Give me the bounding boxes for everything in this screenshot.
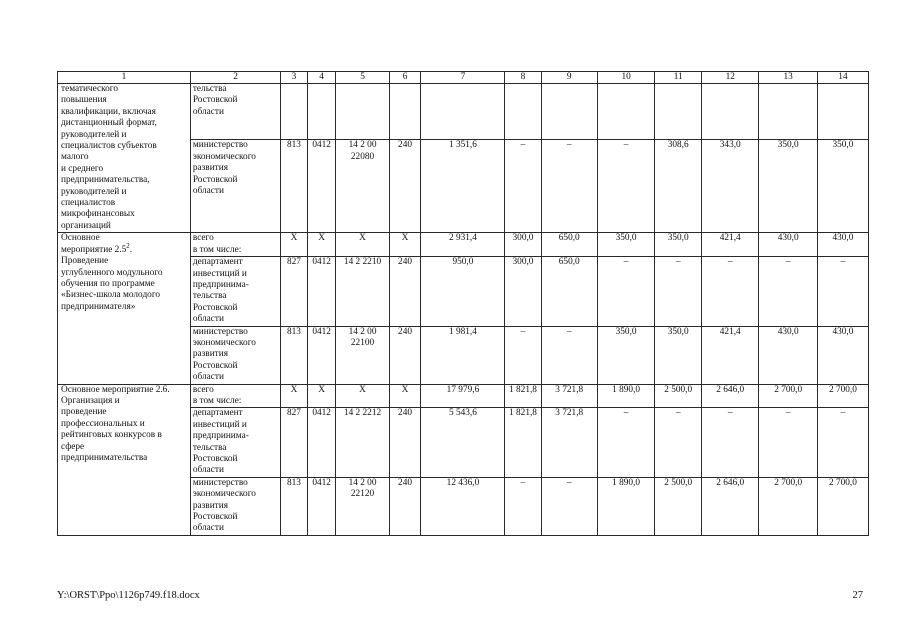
value-cell: – xyxy=(655,408,702,477)
table-row xyxy=(58,84,869,140)
value-cell: 14 2 00 22120 xyxy=(336,477,389,535)
value-cell: 0412 xyxy=(307,326,336,384)
value-cell: Х xyxy=(336,384,389,408)
value-cell: 350,0 xyxy=(597,326,654,384)
value-cell: 421,4 xyxy=(702,326,759,384)
column-number-cell: 7 xyxy=(421,72,505,84)
value-cell: 350,0 xyxy=(759,140,817,233)
value-cell: 5 543,6 xyxy=(421,408,505,477)
value-cell xyxy=(421,84,505,140)
value-cell: Х xyxy=(281,233,308,257)
value-cell: 300,0 xyxy=(505,257,541,326)
value-cell: 2 700,0 xyxy=(817,384,868,408)
column-number-cell: 11 xyxy=(655,72,702,84)
value-cell: 813 xyxy=(281,477,308,535)
value-cell xyxy=(597,84,654,140)
value-cell: 300,0 xyxy=(505,233,541,257)
executor-cell: департамент инвестиций и предпринима- тельства Ростовской области xyxy=(190,408,280,477)
value-cell: 2 500,0 xyxy=(655,477,702,535)
value-cell: 350,0 xyxy=(655,233,702,257)
value-cell: – xyxy=(817,408,868,477)
executor-cell: министерство экономического развития Ростовской области xyxy=(190,477,280,535)
value-cell: 240 xyxy=(389,408,421,477)
column-number-cell: 10 xyxy=(597,72,654,84)
value-cell: 240 xyxy=(389,257,421,326)
value-cell: 0412 xyxy=(307,408,336,477)
value-cell: – xyxy=(597,257,654,326)
activity-title-cell: Основное мероприятие $2.5^2$. Проведение углубленного модульного обучения по программе «Бизнес-школа молодого предпринимателя» xyxy=(58,233,191,384)
value-cell: 2 500,0 xyxy=(655,384,702,408)
value-cell: Х xyxy=(307,384,336,408)
value-cell: – xyxy=(817,257,868,326)
column-number-cell: 12 xyxy=(702,72,759,84)
value-cell: – xyxy=(505,326,541,384)
value-cell: 650,0 xyxy=(541,257,597,326)
table-row xyxy=(58,233,869,257)
value-cell: – xyxy=(702,408,759,477)
value-cell: – xyxy=(541,477,597,535)
column-number-cell: 5 xyxy=(336,72,389,84)
value-cell: 350,0 xyxy=(597,233,654,257)
column-number-cell: 6 xyxy=(389,72,421,84)
executor-cell: тельства Ростовской области xyxy=(190,84,280,140)
value-cell: 1 821,8 xyxy=(505,384,541,408)
value-cell: 0412 xyxy=(307,140,336,233)
value-cell: – xyxy=(597,408,654,477)
column-number-cell: 14 xyxy=(817,72,868,84)
value-cell: 813 xyxy=(281,140,308,233)
value-cell: – xyxy=(759,257,817,326)
value-cell: 2 700,0 xyxy=(817,477,868,535)
value-cell: 14 2 00 22100 xyxy=(336,326,389,384)
value-cell: – xyxy=(597,140,654,233)
value-cell: 1 890,0 xyxy=(597,477,654,535)
value-cell: 1 351,6 xyxy=(421,140,505,233)
value-cell: 827 xyxy=(281,408,308,477)
value-cell: 14 2 2210 xyxy=(336,257,389,326)
value-cell: – xyxy=(655,257,702,326)
value-cell: 14 2 00 22080 xyxy=(336,140,389,233)
value-cell: 2 646,0 xyxy=(702,477,759,535)
value-cell: 430,0 xyxy=(817,326,868,384)
value-cell: Х xyxy=(389,384,421,408)
column-number-cell: 4 xyxy=(307,72,336,84)
value-cell: 3 721,8 xyxy=(541,384,597,408)
column-number-cell: 9 xyxy=(541,72,597,84)
value-cell: 343,0 xyxy=(702,140,759,233)
executor-cell: всего в том числе: xyxy=(190,233,280,257)
value-cell xyxy=(655,84,702,140)
value-cell: 2 931,4 xyxy=(421,233,505,257)
value-cell: Х xyxy=(336,233,389,257)
budget-table xyxy=(57,71,869,536)
value-cell: 1 981,4 xyxy=(421,326,505,384)
column-number-row xyxy=(58,72,869,84)
value-cell: 350,0 xyxy=(655,326,702,384)
value-cell: 430,0 xyxy=(817,233,868,257)
value-cell: – xyxy=(541,326,597,384)
value-cell: 813 xyxy=(281,326,308,384)
value-cell: 2 646,0 xyxy=(702,384,759,408)
value-cell: 240 xyxy=(389,477,421,535)
value-cell: 0412 xyxy=(307,257,336,326)
value-cell: Х xyxy=(307,233,336,257)
value-cell: 0412 xyxy=(307,477,336,535)
file-path: Y:\ORST\Ppo\1126p749.f18.docx xyxy=(57,590,200,601)
value-cell: 240 xyxy=(389,140,421,233)
value-cell xyxy=(702,84,759,140)
value-cell: 430,0 xyxy=(759,326,817,384)
executor-cell: министерство экономического развития Ростовской области xyxy=(190,326,280,384)
value-cell xyxy=(759,84,817,140)
value-cell: 650,0 xyxy=(541,233,597,257)
value-cell xyxy=(281,84,308,140)
value-cell xyxy=(505,84,541,140)
value-cell: Х xyxy=(281,384,308,408)
value-cell xyxy=(336,84,389,140)
value-cell: 3 721,8 xyxy=(541,408,597,477)
value-cell: – xyxy=(505,477,541,535)
value-cell: 17 979,6 xyxy=(421,384,505,408)
value-cell xyxy=(307,84,336,140)
value-cell: 1 821,8 xyxy=(505,408,541,477)
value-cell: – xyxy=(505,140,541,233)
value-cell: 12 436,0 xyxy=(421,477,505,535)
column-number-cell: 1 xyxy=(58,72,191,84)
activity-title-cell: тематического повышения квалификации, включая дистанционный формат, руководителей и специалистов субъектов малого и среднего предпринимательства, руководителей и специалистов микрофинансовых организаций xyxy=(58,84,191,233)
column-number-cell: 2 xyxy=(190,72,280,84)
value-cell: 308,6 xyxy=(655,140,702,233)
executor-cell: министерство экономического развития Ростовской области xyxy=(190,140,280,233)
value-cell: 421,4 xyxy=(702,233,759,257)
table-row xyxy=(58,384,869,408)
value-cell xyxy=(817,84,868,140)
value-cell: 350,0 xyxy=(817,140,868,233)
executor-cell: всего в том числе: xyxy=(190,384,280,408)
value-cell: 430,0 xyxy=(759,233,817,257)
value-cell: Х xyxy=(389,233,421,257)
value-cell xyxy=(389,84,421,140)
executor-cell: департамент инвестиций и предпринима- тельства Ростовской области xyxy=(190,257,280,326)
column-number-cell: 13 xyxy=(759,72,817,84)
value-cell xyxy=(541,84,597,140)
value-cell: 2 700,0 xyxy=(759,477,817,535)
column-number-cell: 3 xyxy=(281,72,308,84)
column-number-cell: 8 xyxy=(505,72,541,84)
value-cell: – xyxy=(541,140,597,233)
value-cell: 950,0 xyxy=(421,257,505,326)
value-cell: 240 xyxy=(389,326,421,384)
value-cell: 14 2 2212 xyxy=(336,408,389,477)
activity-title-cell: Основное мероприятие 2.6. Организация и проведение профессиональных и рейтинговых конкурсов в сфере предпринимательства xyxy=(58,384,191,535)
value-cell: 827 xyxy=(281,257,308,326)
value-cell: – xyxy=(702,257,759,326)
value-cell: – xyxy=(759,408,817,477)
value-cell: 2 700,0 xyxy=(759,384,817,408)
value-cell: 1 890,0 xyxy=(597,384,654,408)
page-number: 27 xyxy=(852,590,863,601)
